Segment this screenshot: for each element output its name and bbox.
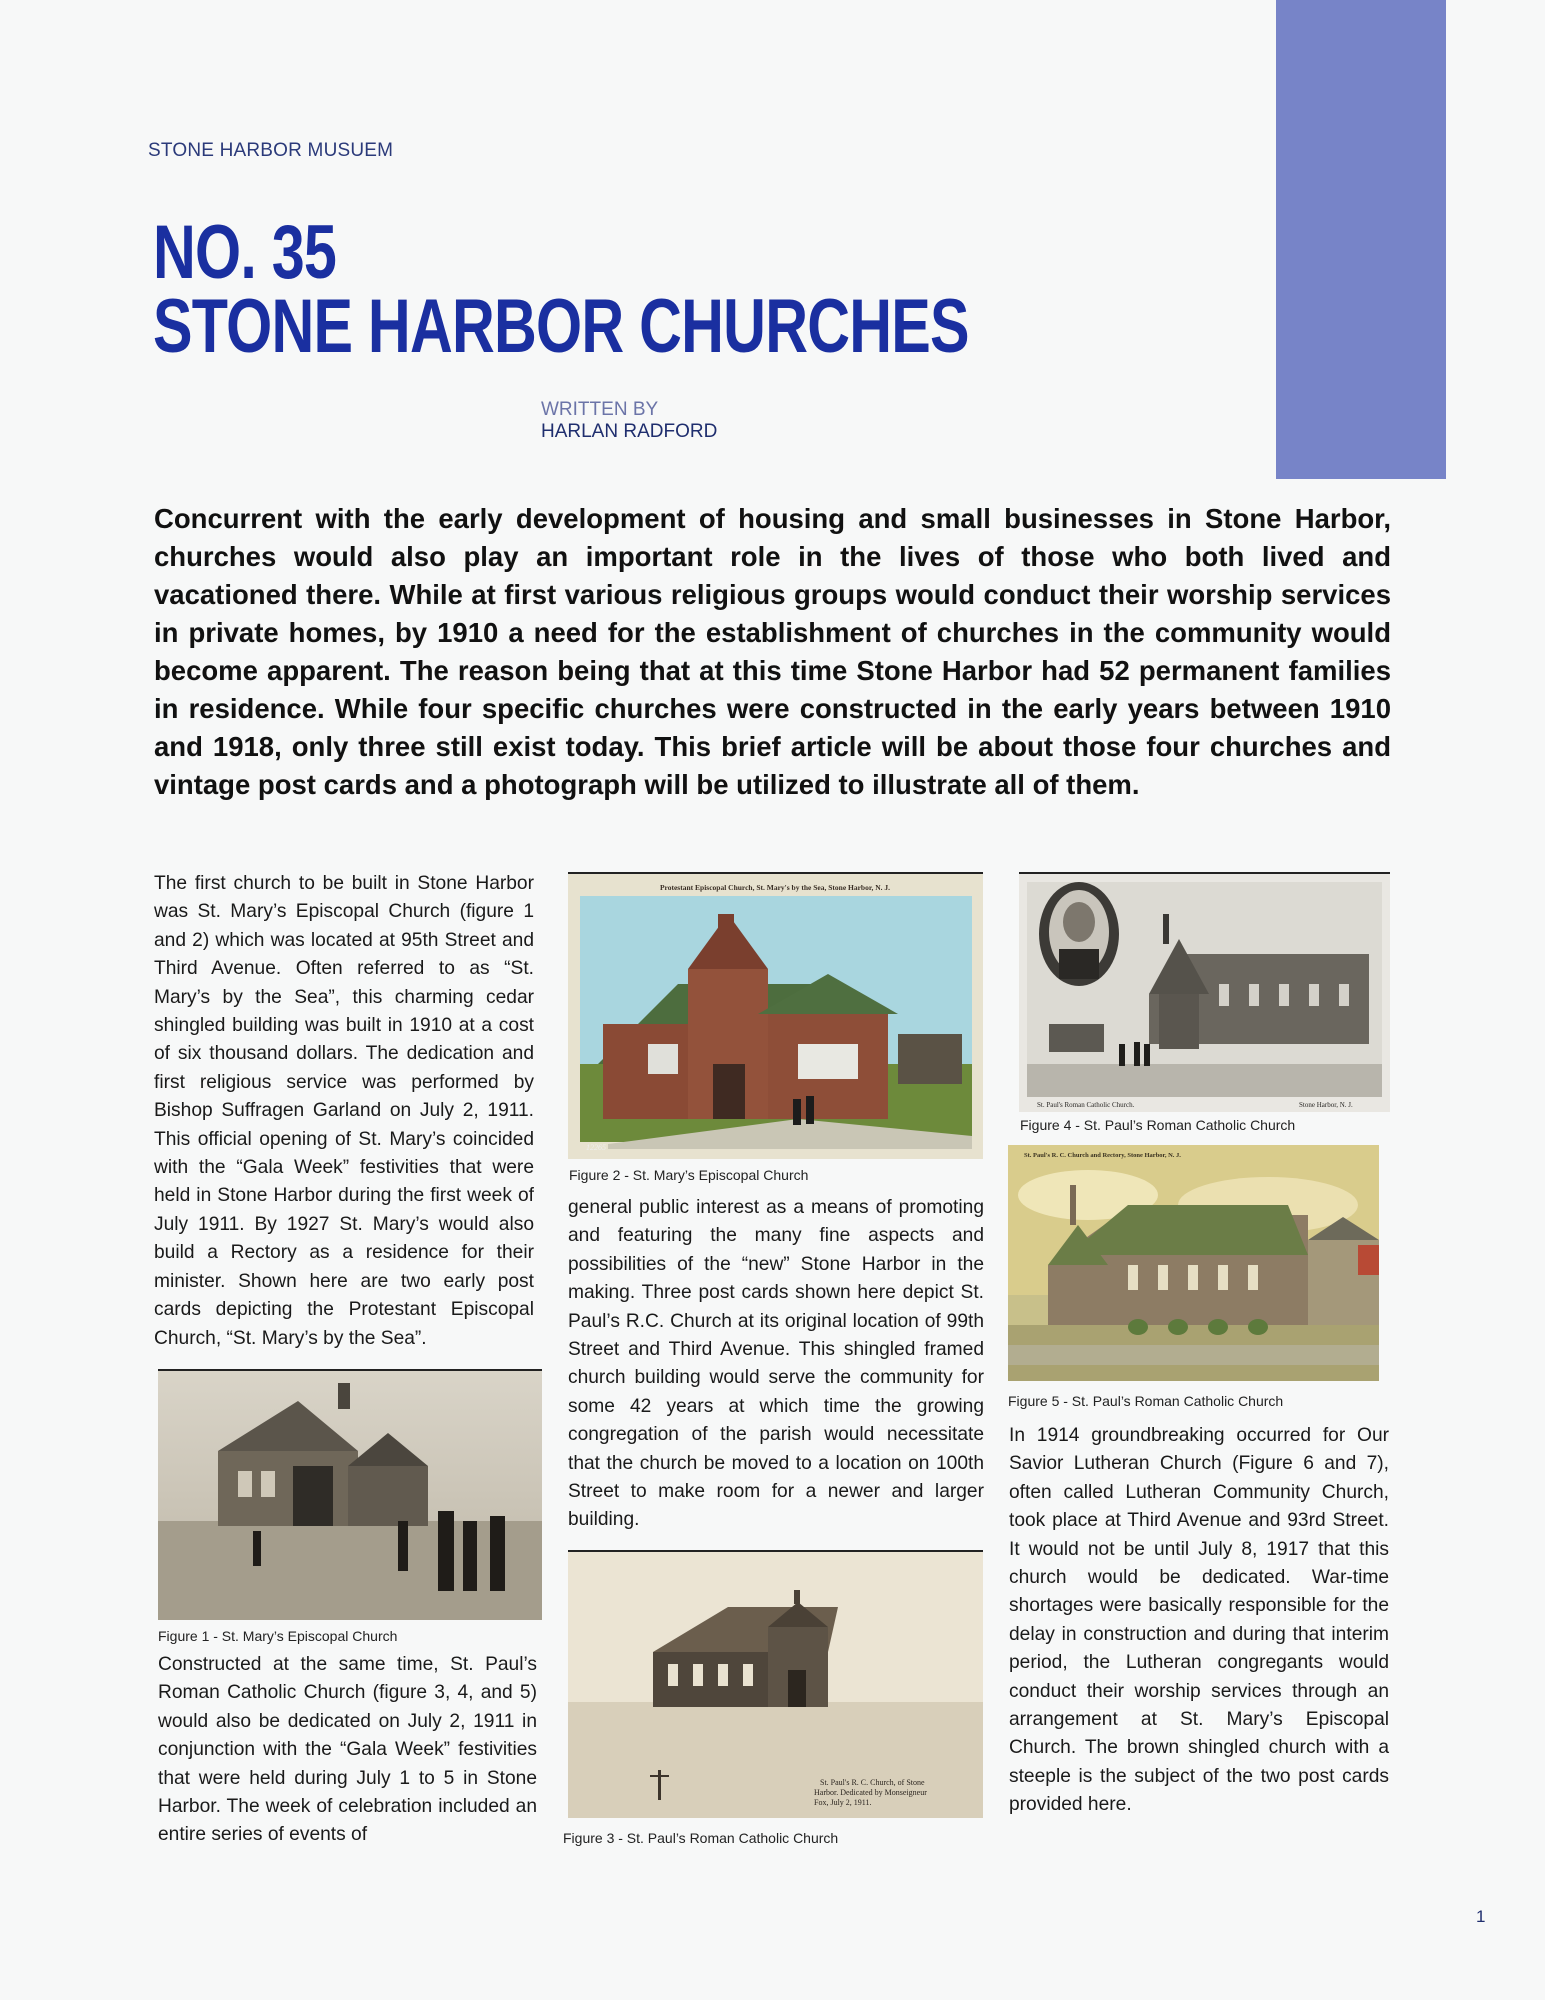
- title-main: STONE HARBOR CHURCHES: [153, 284, 969, 369]
- figure2-image: [568, 872, 983, 1159]
- column1-paragraph1: The first church to be built in Stone Harbor was St. Mary’s Episcopal Church (figure 1 and 2) which was located at 95th Street and Third Avenue. Often referred to as “St. Mary’s by the Sea”, this charming cedar shingled building was built in 1910 at a cost of six thousand dollars. The dedication and first religious service was performed by Bishop Suffragen Garland on July 2, 1911. This official opening of St. Mary’s coincided with the “Gala Week” festivities that were held in Stone Harbor during the first week of July 1911. By 1927 St. Mary’s would also build a Rectory as a residence for their minister. Shown here are two early post cards depicting the Protestant Episcopal Church, “St. Mary’s by the Sea”.: [154, 873, 534, 1349]
- author-name: HARLAN RADFORD: [541, 421, 718, 442]
- figure4-image: [1019, 872, 1390, 1112]
- museum-name: STONE HARBOR MUSUEM: [148, 140, 394, 161]
- page-title: [153, 210, 969, 369]
- figure1-caption: Figure 1 - St. Mary’s Episcopal Church: [158, 1628, 398, 1644]
- figure5-card-text: St. Paul's R. C. Church and Rectory, Stone Harbor, N. J.: [1024, 1152, 1181, 1159]
- figure1-image: [158, 1369, 542, 1620]
- byline: [541, 399, 717, 443]
- column1-paragraph2: Constructed at the same time, St. Paul’s Roman Catholic Church (figure 3, 4, and 5) would also be dedicated on July 2, 1911 in conjunction with the “Gala Week” festivities that were held during July 1 to 5 in Stone Harbor. The week of celebration included an entire series of events of: [158, 1654, 537, 1846]
- figure4-caption: Figure 4 - St. Paul’s Roman Catholic Church: [1020, 1117, 1296, 1133]
- figure2-card-text: Protestant Episcopal Church, St. Mary's by the Sea, Stone Harbor, N. J.: [659, 883, 891, 892]
- figure3-image: [568, 1550, 983, 1818]
- figure3-card-text-2: Harbor. Dedicated by Monseigneur: [814, 1788, 927, 1797]
- figure4-card-text-left: St. Paul's Roman Catholic Church.: [1037, 1101, 1135, 1109]
- page-number: 1: [1476, 1907, 1486, 1926]
- figure3-caption: Figure 3 - St. Paul’s Roman Catholic Church: [563, 1830, 839, 1846]
- figure2-card-number: 12265: [586, 1143, 606, 1152]
- figure3-card-text-3: Fox, July 2, 1911.: [814, 1798, 872, 1807]
- title-issue-number: NO. 35: [153, 210, 337, 295]
- written-by-label: WRITTEN BY: [541, 399, 659, 420]
- accent-bar: [1276, 0, 1446, 479]
- column2-paragraph1: general public interest as a means of promoting and featuring the many fine aspects and possibilities of the “new” Stone Harbor in the making. Three post cards shown here depict St. Paul’s R.C. Church at its original location of 99th Street and Third Avenue. This shingled framed church building would serve the community for some 42 years at which time the growing congregation of the parish would necessitate that the church be moved to a location on 100th Street to make room for a newer and larger building.: [568, 1197, 984, 1531]
- figure5-caption: Figure 5 - St. Paul’s Roman Catholic Church: [1008, 1393, 1284, 1409]
- figure2-caption: Figure 2 - St. Mary’s Episcopal Church: [569, 1167, 809, 1183]
- figure3-card-text-1: St. Paul's R. C. Church, of Stone: [820, 1778, 925, 1787]
- figure4-card-text-right: Stone Harbor, N. J.: [1299, 1101, 1353, 1109]
- intro-paragraph: Concurrent with the early development of housing and small businesses in Stone Harbor, churches would also play an important role in the lives of those who both lived and vacationed there. While at first various religious groups would conduct their worship services in private homes, by 1910 a need for the establishment of churches in the community would become apparent. The reason being that at this time Stone Harbor had 52 permanent families in residence. While four specific churches were constructed in the early years between 1910 and 1918, only three still exist today. This brief article will be about those four churches and vintage post cards and a photograph will be utilized to illustrate all of them.: [154, 503, 1391, 800]
- column3-paragraph1: In 1914 groundbreaking occurred for Our Savior Lutheran Church (Figure 6 and 7), often called Lutheran Community Church, took place at Third Avenue and 93rd Street. It would not be until July 8, 1917 that this church would be dedicated. War-time shortages were basically responsible for the delay in construction and during that interim period, the Lutheran congregants would conduct their worship services through an arrangement at St. Mary’s Episcopal Church. The brown shingled church with a steeple is the subject of the two post cards provided here.: [1009, 1425, 1389, 1816]
- figure5-image: [1008, 1145, 1379, 1381]
